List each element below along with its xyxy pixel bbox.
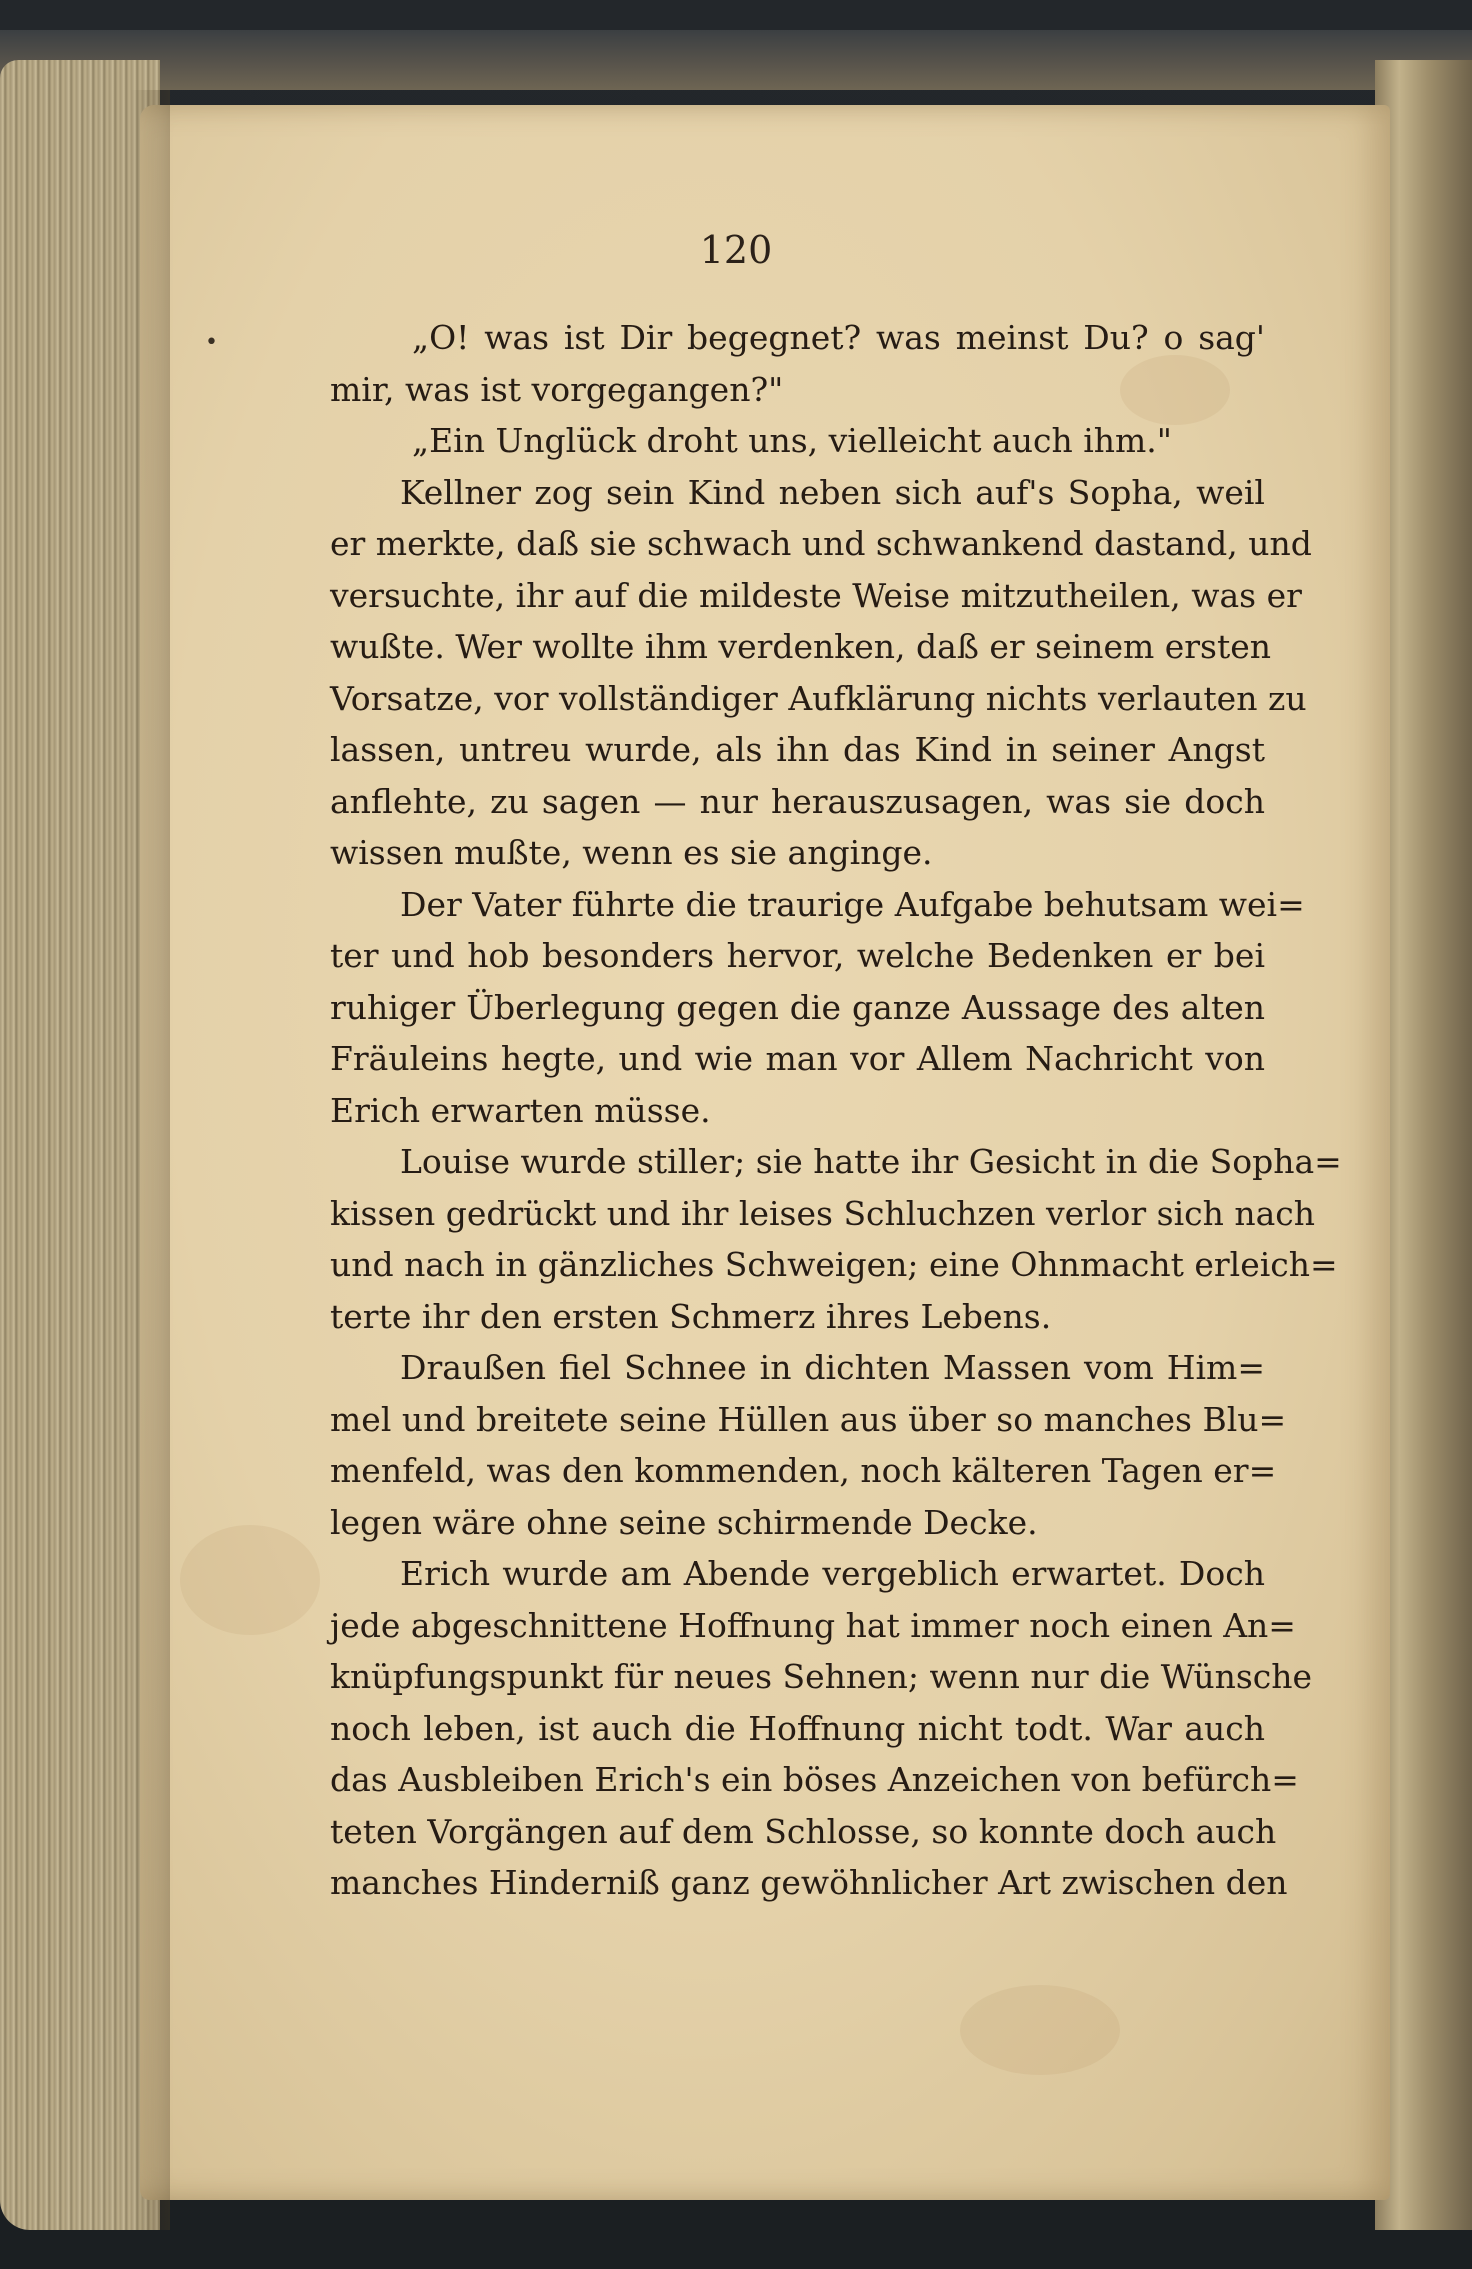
page-number: 120 xyxy=(699,228,773,272)
text-line: ter und hob besonders hervor, welche Bedenken er bei xyxy=(330,936,1265,975)
margin-dot: • xyxy=(205,330,218,355)
text-line: er merkte, daß sie schwach und schwankend dastand, und xyxy=(330,524,1312,563)
foxing-spot xyxy=(180,1525,320,1635)
text-line: mir, was ist vorgegangen?" xyxy=(330,369,784,409)
text-line: Fräuleins hegte, und wie man vor Allem Nachricht von xyxy=(330,1039,1265,1078)
text-line: teten Vorgängen auf dem Schlosse, so konnte doch auch xyxy=(330,1811,1277,1851)
text-line: das Ausbleiben Erich's ein böses Anzeichen von befürch= xyxy=(330,1760,1299,1799)
text-line: und nach in gänzliches Schweigen; eine Ohnmacht erleich= xyxy=(330,1245,1338,1284)
text-line: wußte. Wer wollte ihm verdenken, daß er seinem ersten xyxy=(330,627,1272,666)
text-line: terte ihr den ersten Schmerz ihres Lebens. xyxy=(330,1296,1052,1336)
text-line: noch leben, ist auch die Hoffnung nicht todt. War auch xyxy=(330,1708,1265,1748)
text-line: kissen gedrückt und ihr leises Schluchzen verlor sich nach xyxy=(330,1193,1316,1233)
foxing-spot xyxy=(960,1985,1120,2075)
text-line: Draußen fiel Schnee in dichten Massen vom Him= xyxy=(400,1348,1265,1387)
book-cover-edge xyxy=(0,30,1472,90)
text-line: Louise wurde stiller; sie hatte ihr Gesicht in die Sopha= xyxy=(400,1142,1342,1181)
text-line: jede abgeschnittene Hoffnung hat immer noch einen An= xyxy=(330,1605,1296,1645)
text-line: „Ein Unglück droht uns, vielleicht auch ihm." xyxy=(412,421,1172,460)
text-line: Erich erwarten müsse. xyxy=(330,1090,711,1130)
text-line: mel und breitete seine Hüllen aus über so manches Blu= xyxy=(330,1399,1287,1439)
text-line: wissen mußte, wenn es sie anginge. xyxy=(330,833,933,872)
text-line: legen wäre ohne seine schirmende Decke. xyxy=(330,1502,1038,1542)
body-text xyxy=(330,312,1342,1909)
text-line: „O! was ist Dir begegnet? was meinst Du? o sag' xyxy=(412,318,1265,357)
text-line: versuchte, ihr auf die mildeste Weise mitzutheilen, was er xyxy=(330,575,1302,615)
text-line: Vorsatze, vor vollständiger Aufklärung nichts verlauten zu xyxy=(330,678,1307,718)
text-line: Kellner zog sein Kind neben sich auf's Sopha, weil xyxy=(400,472,1265,512)
text-line: manches Hinderniß ganz gewöhnlicher Art zwischen den xyxy=(330,1863,1288,1902)
text-line: Erich wurde am Abende vergeblich erwartet. Doch xyxy=(400,1554,1265,1593)
page-gutter-shadow xyxy=(130,90,170,2230)
text-line: lassen, untreu wurde, als ihn das Kind in seiner Angst xyxy=(330,730,1265,769)
text-line: ruhiger Überlegung gegen die ganze Aussage des alten xyxy=(330,987,1265,1027)
text-line: knüpfungspunkt für neues Sehnen; wenn nur die Wünsche xyxy=(330,1657,1313,1696)
text-line: menfeld, was den kommenden, noch kälteren Tagen er= xyxy=(330,1451,1277,1490)
text-line: Der Vater führte die traurige Aufgabe behutsam wei= xyxy=(400,884,1305,924)
text-line: anflehte, zu sagen — nur herauszusagen, was sie doch xyxy=(330,781,1265,821)
